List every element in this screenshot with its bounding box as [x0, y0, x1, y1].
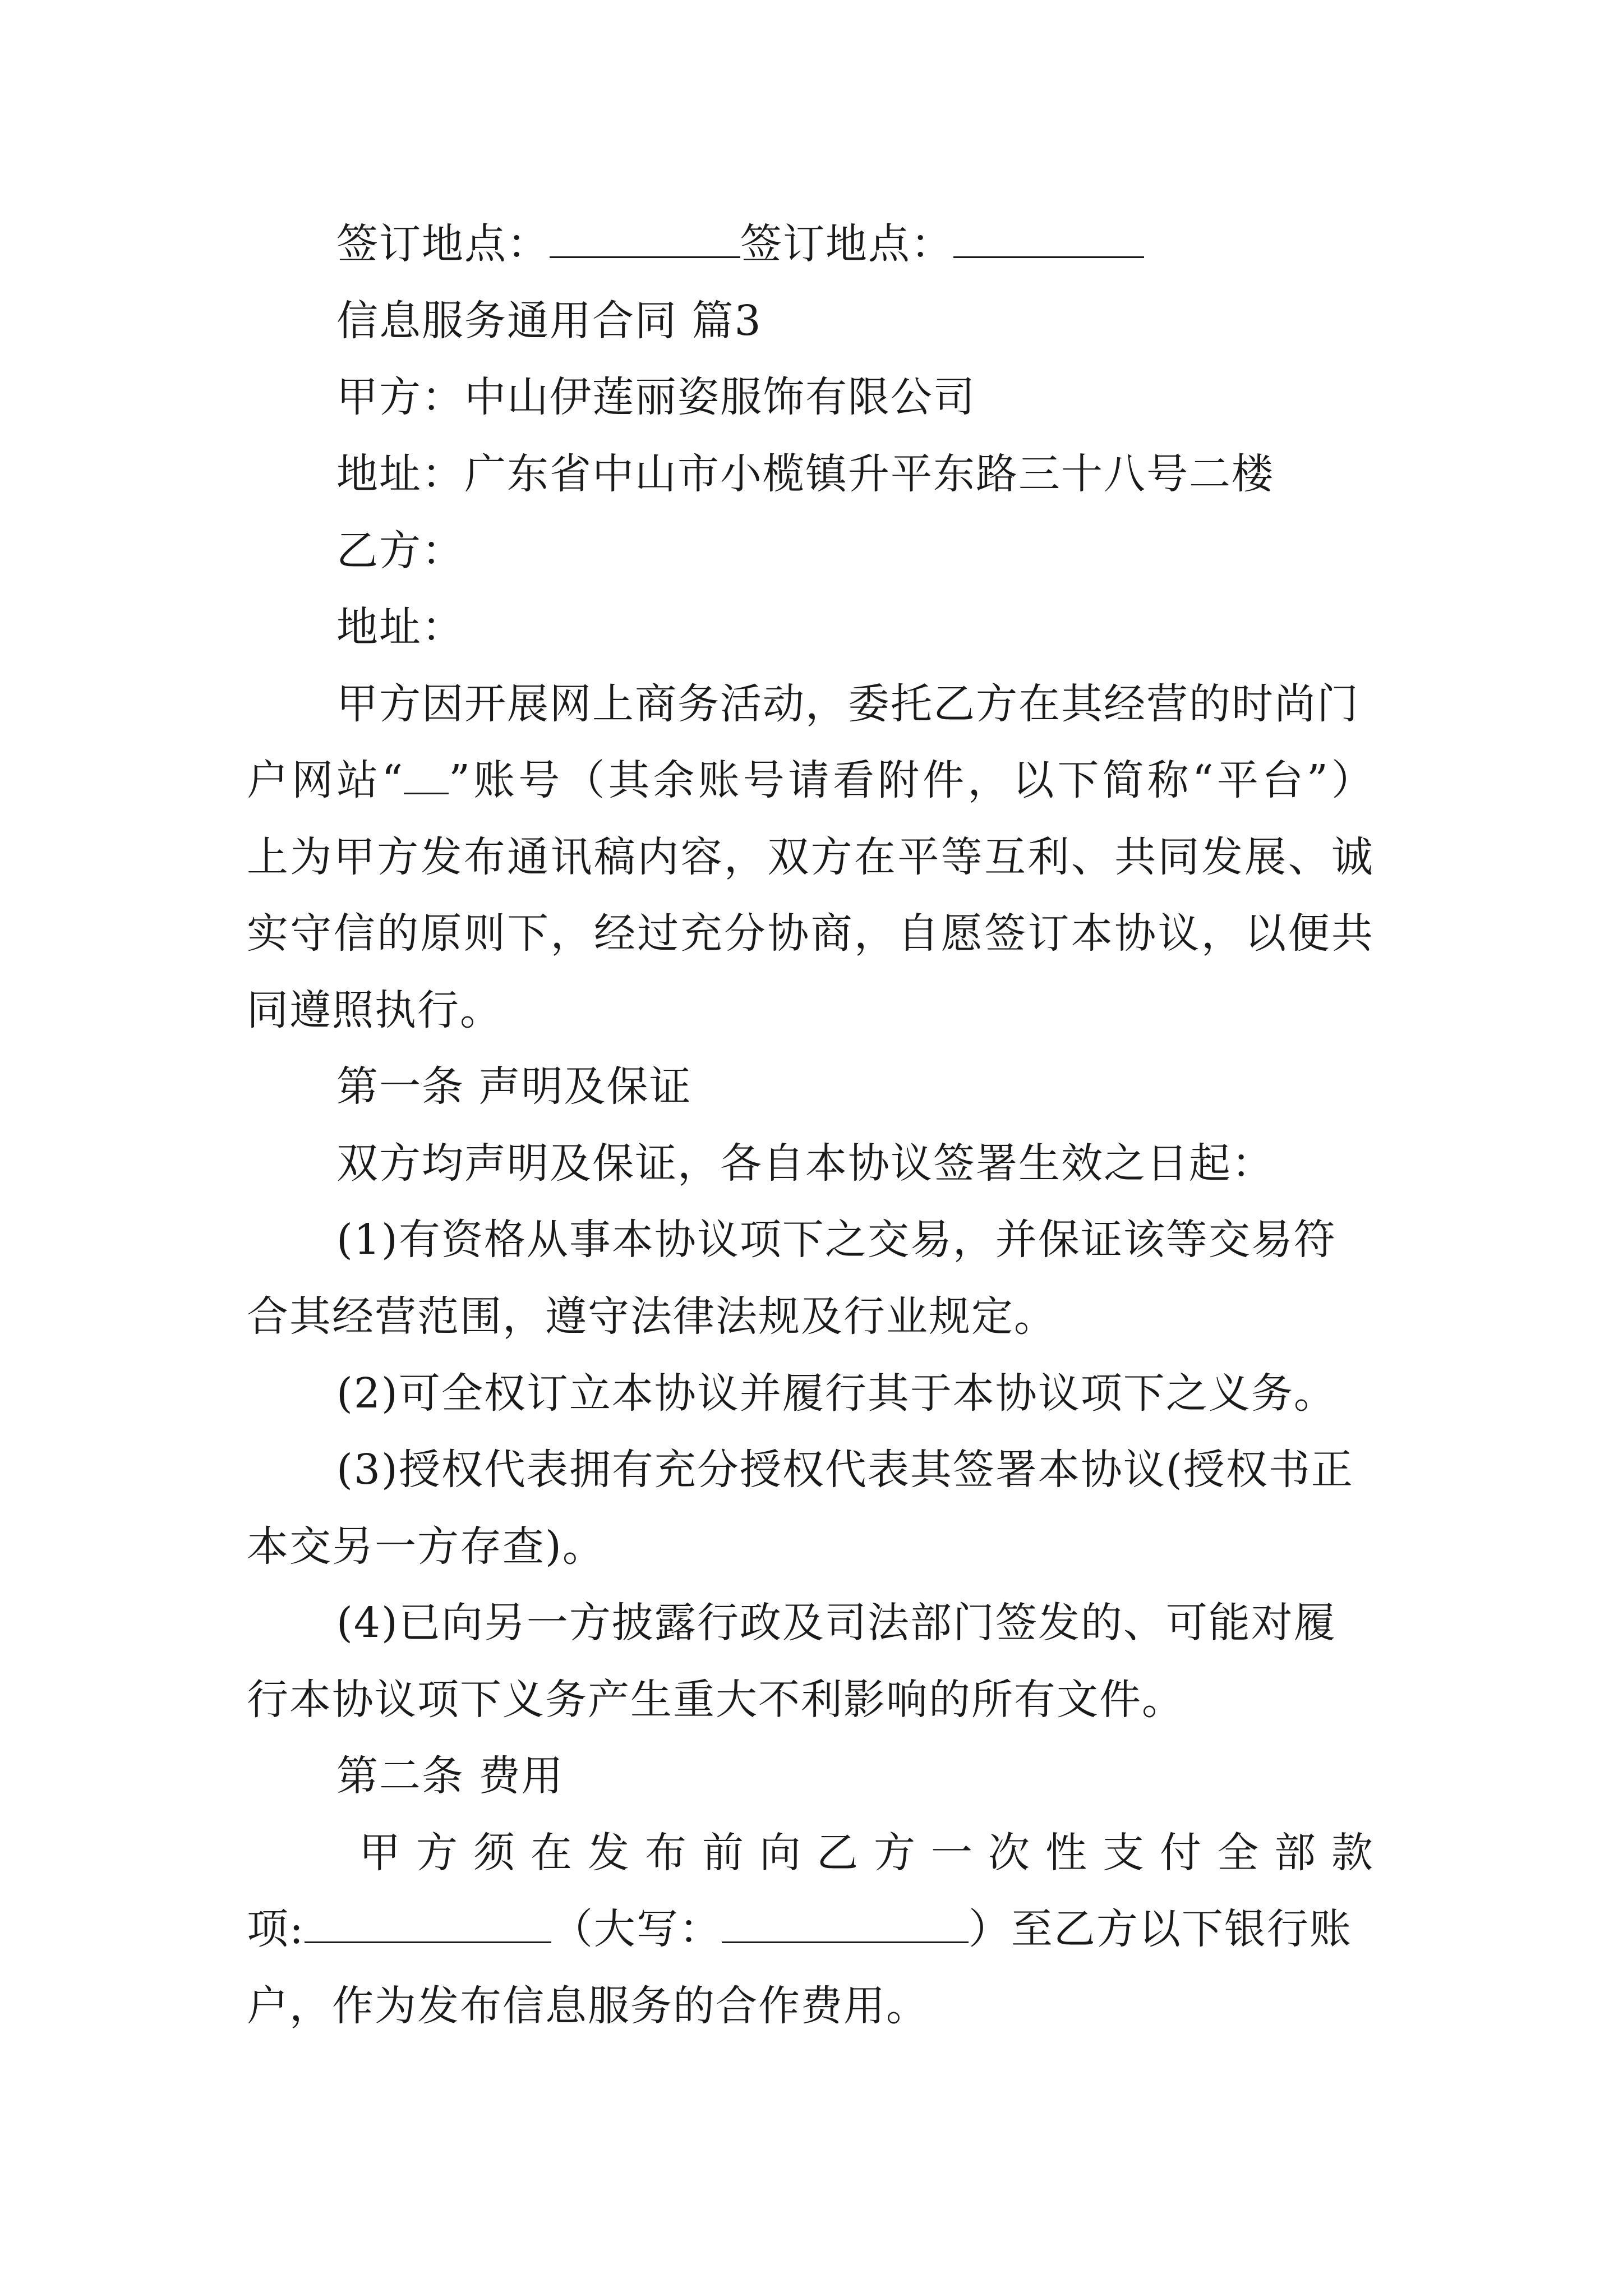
article-2-title: 第二条 费用	[336, 1752, 564, 1800]
article-2-para-line-2-b: （大写：	[551, 1905, 722, 1953]
party-a-address: 地址：广东省中山市小榄镇升平东路三十八号二楼	[336, 450, 1274, 498]
intro-line-5: 同遵照执行。	[247, 986, 502, 1034]
article-1-title: 第一条 声明及保证	[336, 1062, 692, 1111]
article-1-item-3-line-2: 本交另一方存查)。	[247, 1522, 605, 1571]
article-1-item-4-line-1: (4)已向另一方披露行政及司法部门签发的、可能对履	[336, 1599, 1336, 1647]
intro-line-2-b: ”账号（其余账号请看附件，以下简称“平台”）	[449, 756, 1374, 804]
article-2-para-line-2-c: ）至乙方以下银行账	[968, 1905, 1352, 1953]
party-b-address: 地址：	[336, 603, 464, 651]
signing-place-line	[336, 210, 1144, 278]
party-a-name: 甲方：中山伊莲丽姿服饰有限公司	[336, 373, 976, 421]
signing-place-blank-b[interactable]	[953, 217, 1144, 258]
party-b-name: 乙方：	[336, 527, 464, 575]
signing-place-blank-a[interactable]	[550, 217, 740, 258]
intro-line-2	[247, 747, 1374, 814]
article-2-para-line-1: 甲方须在发布前向乙方一次性支付全部款	[359, 1829, 1374, 1877]
signing-place-label-b: 签订地点：	[740, 220, 953, 268]
signing-place-label-a: 签订地点：	[336, 220, 550, 268]
article-1-item-2: (2)可全权订立本协议并履行其于本协议项下之义务。	[336, 1369, 1336, 1418]
article-1-lead: 双方均声明及保证，各自本协议签署生效之日起：	[336, 1139, 1274, 1188]
article-2-para-line-2-a: 项:	[247, 1905, 305, 1953]
amount-blank[interactable]	[305, 1902, 551, 1943]
contract-heading: 信息服务通用合同 篇3	[336, 297, 762, 345]
amount-in-words-blank[interactable]	[722, 1902, 969, 1943]
article-2-para-line-3: 户，作为发布信息服务的合作费用。	[247, 1982, 929, 2030]
intro-line-2-a: 户网站“	[247, 756, 404, 804]
article-2-para-line-2	[247, 1895, 1352, 1963]
intro-line-3: 上为甲方发布通讯稿内容，双方在平等互利、共同发展、诚	[247, 833, 1374, 881]
article-1-item-3-line-1: (3)授权代表拥有充分授权代表其签署本协议(授权书正	[336, 1446, 1354, 1494]
account-blank[interactable]	[404, 759, 449, 794]
article-1-item-1-line-1: (1)有资格从事本协议项下之交易，并保证该等交易符	[336, 1216, 1336, 1264]
intro-line-1: 甲方因开展网上商务活动，委托乙方在其经营的时尚门	[336, 680, 1359, 728]
intro-line-4: 实守信的原则下，经过充分协商，自愿签订本协议，以便共	[247, 909, 1374, 958]
article-1-item-1-line-2: 合其经营范围，遵守法律法规及行业规定。	[247, 1292, 1057, 1341]
article-1-item-4-line-2: 行本协议项下义务产生重大不利影响的所有文件。	[247, 1676, 1184, 1724]
